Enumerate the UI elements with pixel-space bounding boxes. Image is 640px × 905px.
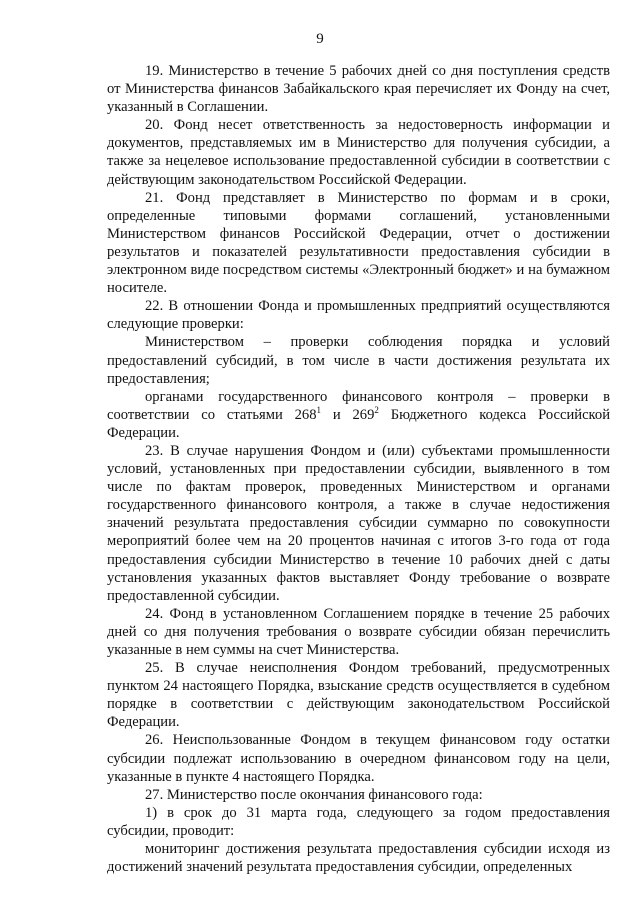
paragraph-20: 20. Фонд несет ответственность за недостоверность информации и документов, представляемых им в Министерство для получения субсидии, а также за нецелевое использование предоставленной субсидии в соответствии с действующим законодательством Российской Федерации. — [107, 117, 610, 188]
paragraph-19: 19. Министерство в течение 5 рабочих дней со дня поступления средств от Министерства финансов Забайкальского края перечисляет их Фонду на счет, указанный в Соглашении. — [107, 63, 610, 116]
paragraph-22: 22. В отношении Фонда и промышленных предприятий осуществляются следующие проверки: — [107, 298, 610, 333]
paragraph-27: 27. Министерство после окончания финансового года: — [145, 786, 483, 803]
paragraph-26: 26. Неиспользованные Фондом в текущем финансовом году остатки субсидии подлежат использованию в очередном финансовом году на цели, указанные в пункте 4 настоящего Порядка. — [107, 732, 610, 785]
paragraph-27-item-1-monitoring: мониторинг достижения результата предоставления субсидии исходя из достижений значений результата предоставления субсидии, определенных — [107, 841, 610, 876]
paragraph-22b-text-after: Бюджетного кодекса Российской Федерации. — [107, 406, 611, 441]
paragraph-25: 25. В случае неисполнения Фондом требований, предусмотренных пунктом 24 настоящего Порядка, взыскание средств осуществляется в судебном порядке в соответствии с действующим законодательством Российской Федерации. — [107, 660, 610, 731]
paragraph-22b-text-middle: и 269 — [321, 406, 375, 423]
paragraph-22-ministry-checks: Министерством – проверки соблюдения порядка и условий предоставлений субсидий, в том числе в части достижения результата их предоставления; — [107, 334, 610, 387]
paragraph-27-item-1: 1) в срок до 31 марта года, следующего за годом предоставления субсидии, проводит: — [107, 804, 610, 839]
page-number: 9 — [316, 31, 324, 47]
paragraph-22-state-control-checks — [107, 388, 610, 442]
paragraph-24: 24. Фонд в установленном Соглашением порядке в течение 25 рабочих дней со дня получения требования о возврате субсидии обязан перечислить указанные в нем суммы на счет Министерства. — [107, 605, 610, 658]
article-269-superscript: 2 — [374, 404, 379, 415]
paragraph-23: 23. В случае нарушения Фондом и (или) субъектами промышленности условий, установленных при предоставлении субсидии, выявленного в том числе по фактам проверок, проведенных Министерством и органами государственного финансового контроля, а также в случае недостижения значений результата предоставления субсидии суммарно по совокупности мероприятий более чем на 20 процентов начиная с итогов 3-го года от года предоставления субсидии Министерство в течение 10 рабочих дней с даты установления указанных фактов выставляет Фонду требование о возврате предоставленной субсидии. — [107, 442, 610, 604]
article-268-superscript: 1 — [316, 404, 322, 415]
paragraph-22b-text-before: органами государственного финансового контроля – проверки в соответствии со статьями 268 — [107, 388, 610, 423]
document-body — [107, 62, 610, 876]
paragraph-21: 21. Фонд представляет в Министерство по формам и в сроки, определенные типовыми формами соглашений, установленными Министерством финансов Российской Федерации, отчет о достижении результатов и показателей результативности предоставления субсидии в электронном виде посредством системы «Электронный бюджет» и на бумажном носителе. — [107, 189, 610, 297]
